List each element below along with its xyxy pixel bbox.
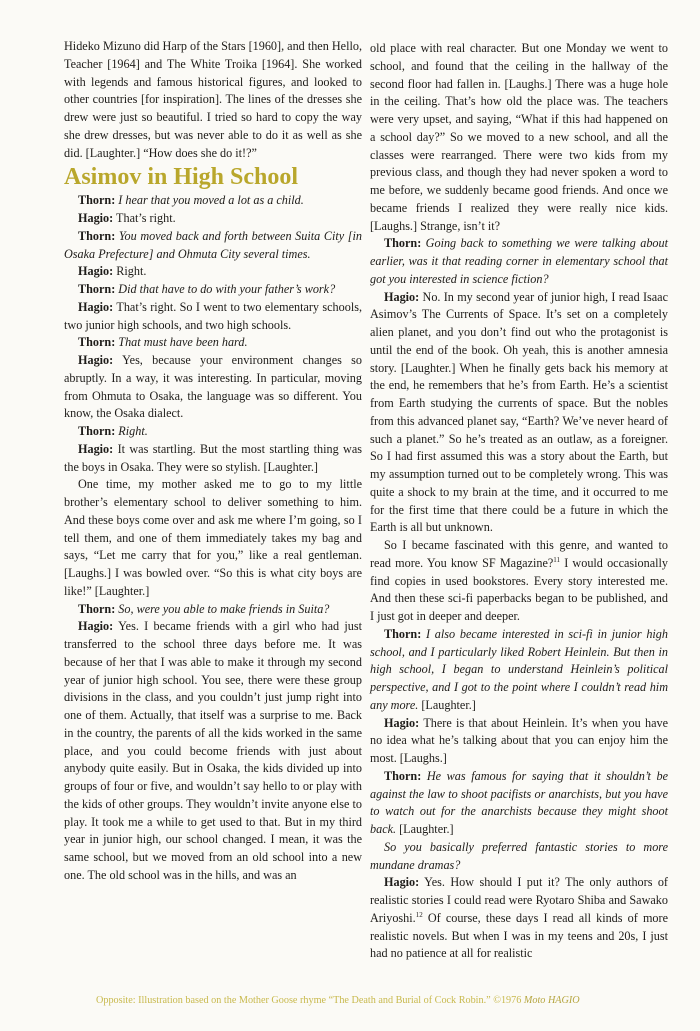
speaker-label: Hagio: xyxy=(78,441,114,456)
dialogue-line xyxy=(370,289,668,538)
answer-text: No. In my second year of junior high, I read Isaac Asimov’s The Currents of Space. It’s set on a completely alien planet, and you don’t find out who the protagonist is until the end of the book. Oh yeah, this is another amnesia story. [Laughter.] When he finally gets back his memory at the end, he remembers that he’s from Earth. He’s a scientist from Earth studying the currents of space. But the nobles from this advanced planet say, “Earth? We’ve never heard of such a planet.” So he’s treated as an outlaw, as a foreigner. So I had first assumed this was a story about the Earth, but my assumption turned out to be completely wrong. This was quite a shock to my brain at the time, and it occurred to me for the first time that there could be a future in which the Earth is all but unknown. xyxy=(370,289,668,535)
aside-text: [Laughter.] xyxy=(418,697,476,712)
speaker-label: Thorn: xyxy=(78,228,116,243)
answer-text: Right. xyxy=(116,264,147,279)
question-text: That must have been hard. xyxy=(118,335,248,350)
image-caption xyxy=(96,994,681,1007)
speaker-label: Hagio: xyxy=(384,715,420,730)
body-paragraph xyxy=(370,537,668,626)
speaker-label: Hagio: xyxy=(78,353,114,367)
speaker-label: Thorn: xyxy=(78,193,116,208)
dialogue-line xyxy=(64,263,362,281)
question-text: I hear that you moved a lot as a child. xyxy=(118,193,304,208)
answer-text: That’s right. xyxy=(116,211,176,225)
dialogue-line xyxy=(370,874,668,963)
body-paragraph: old place with real character. But one Monday we went to school, and found that the ceiling in the hallway of the second floor had fallen in. [Laughs.] There was a huge hole in the ceiling. That’s how old the place was. The teachers were very upset, and saying, “What if this had happened on a school day?” So we moved to a new school, and all the classes were rearranged. There were two kids from my previous class, and though they had never spoken a word to me before, we suddenly became good friends. And once we became friends I realized they were really nice kids. [Laughs.] Strange, isn’t it? xyxy=(370,41,668,233)
dialogue-line xyxy=(64,601,362,619)
aside-text: [Laughter.] xyxy=(396,822,454,836)
speaker-label: Thorn: xyxy=(384,768,422,783)
dialogue-line xyxy=(64,210,362,228)
question-text: Right. xyxy=(118,424,148,438)
speaker-label: Thorn: xyxy=(384,236,422,251)
dialogue-line xyxy=(64,192,362,210)
dialogue-line xyxy=(370,626,668,715)
question-text: He was famous for saying that it shouldn’t be against the law to shoot pacifists or anarchists, but you have to watch out for the anarchists because they might shoot back. xyxy=(370,768,669,836)
section-heading: Asimov in High School xyxy=(64,164,299,191)
dialogue-line xyxy=(64,281,362,299)
speaker-label: Hagio: xyxy=(78,299,114,314)
speaker-label: Thorn: xyxy=(78,282,116,296)
dialogue-line xyxy=(64,423,362,441)
question-text: So, were you able to make friends in Suita? xyxy=(118,601,330,616)
left-column xyxy=(64,38,362,885)
speaker-label: Thorn: xyxy=(78,601,116,616)
right-column xyxy=(370,40,668,963)
answer-text: That’s right. So I went to two elementary schools, two junior high schools, and two high schools. xyxy=(64,299,363,332)
question-text: Did that have to do with your father’s work? xyxy=(118,282,336,296)
question-paragraph: So you basically preferred fantastic stories to more mundane dramas? xyxy=(370,839,668,872)
dialogue-line xyxy=(370,768,668,839)
dialogue-line xyxy=(64,352,362,423)
answer-text: There is that about Heinlein. It’s when you have no idea what he’s talking about that you can enjoy him the most. [Laughs.] xyxy=(370,715,669,765)
body-text: So I became fascinated with this genre, and wanted to read more. You know SF Magazine? xyxy=(370,538,668,570)
speaker-label: Thorn: xyxy=(384,626,422,641)
speaker-label: Hagio: xyxy=(384,289,420,304)
speaker-label: Thorn: xyxy=(78,424,116,438)
body-paragraph: One time, my mother asked me to go to my little brother’s elementary school to deliver something to him. And these boys come over and ask me where I’m going, so I tell them, and one of them immediately takes my bag and says, “Let me carry that for you,” like a real gentleman. [Laughs.] I was bowled over. “So this is what city boys are like!” [Laughter.] xyxy=(64,477,362,598)
dialogue-line xyxy=(370,715,668,768)
speaker-label: Hagio: xyxy=(78,619,114,634)
speaker-label: Hagio: xyxy=(78,264,114,279)
dialogue-line xyxy=(64,441,362,477)
question-text: Going back to something we were talking about earlier, was it that reading corner in elementary school that got you interested in science fiction? xyxy=(370,236,668,286)
speaker-label: Thorn: xyxy=(78,335,116,350)
caption-credit: Moto HAGIO xyxy=(523,995,580,1006)
dialogue-line xyxy=(370,235,668,288)
answer-text: It was startling. But the most startling thing was the boys in Osaka. They were so stylish. [Laughter.] xyxy=(64,441,362,474)
caption-text: Opposite: Illustration based on the Mother Goose rhyme “The Death and Burial of Cock Robin.” ©1976 xyxy=(96,995,522,1006)
body-text: I would occasionally find copies in used bookstores. Every story interested me. And then these sci-fi paperbacks began to be published, and I just got in deeper and deeper. xyxy=(370,555,668,623)
question-text: I also became interested in sci-fi in junior high school, and I particularly liked Robert Heinlein. But then in high school, I began to understand Heinlein’s political perspective, and I got to the point where I couldn’t read him any more. xyxy=(370,626,668,712)
answer-text: Yes, because your environment changes so abruptly. In a way, it was interesting. In particular, moving from Ohmuta to Osaka, the language was so different. You know, the Osaka dialect. xyxy=(64,353,362,421)
speaker-label: Hagio: xyxy=(78,211,114,225)
answer-text: Of course, these days I read all kinds of more realistic novels. But when I was in my teens and 20s, I just had no patience at all for realistic xyxy=(370,910,668,961)
answer-text: Yes. I became friends with a girl who had just transferred to the school three days before me. It was because of her that I was able to make it through my second year of junior high school. You see, there were these group divisions in the class, and you couldn’t just jump right into one of them. Actually, that itself was a surprise to me. Back in the country, the parents of all the kids worked in the same place, and you could become friends with just about anybody quite easily. But in Osaka, the kids divided up into groups of four or five, and wouldn’t say hello to or play with the kids of other groups. They wouldn’t invite anyone else to play. It took me a while to get used to that. But in my third year in junior high, our school changed. I mean, it was the same school, but we moved from an old school into a new one. The old school was in the hills, and was an xyxy=(64,619,362,882)
dialogue-line xyxy=(64,334,362,352)
intro-paragraph: Hideko Mizuno did Harp of the Stars [1960], and then Hello, Teacher [1964] and The White Troika [1964]. She worked with legends and famous historical figures, and looked to other countries [for inspiration]. The lines of the dresses she drew were just so beautiful. I tried so hard to copy the way she drew dresses, but was never able to do it as well as she did. [Laughter.] “How does she do it!?” xyxy=(64,39,362,160)
dialogue-line xyxy=(64,228,362,264)
speaker-label: Hagio: xyxy=(384,875,420,890)
dialogue-line xyxy=(64,618,362,884)
question-text: You moved back and forth between Suita City [in Osaka Prefecture] and Ohmuta City several times. xyxy=(64,228,362,261)
dialogue-line xyxy=(64,299,362,335)
footnote-marker: 12 xyxy=(415,910,423,919)
answer-text: Yes. How should I put it? The only authors of realistic stories I could read were Ryotaro Shiba and Sawako Ariyoshi. xyxy=(370,875,668,925)
footnote-marker: 11 xyxy=(553,555,561,564)
